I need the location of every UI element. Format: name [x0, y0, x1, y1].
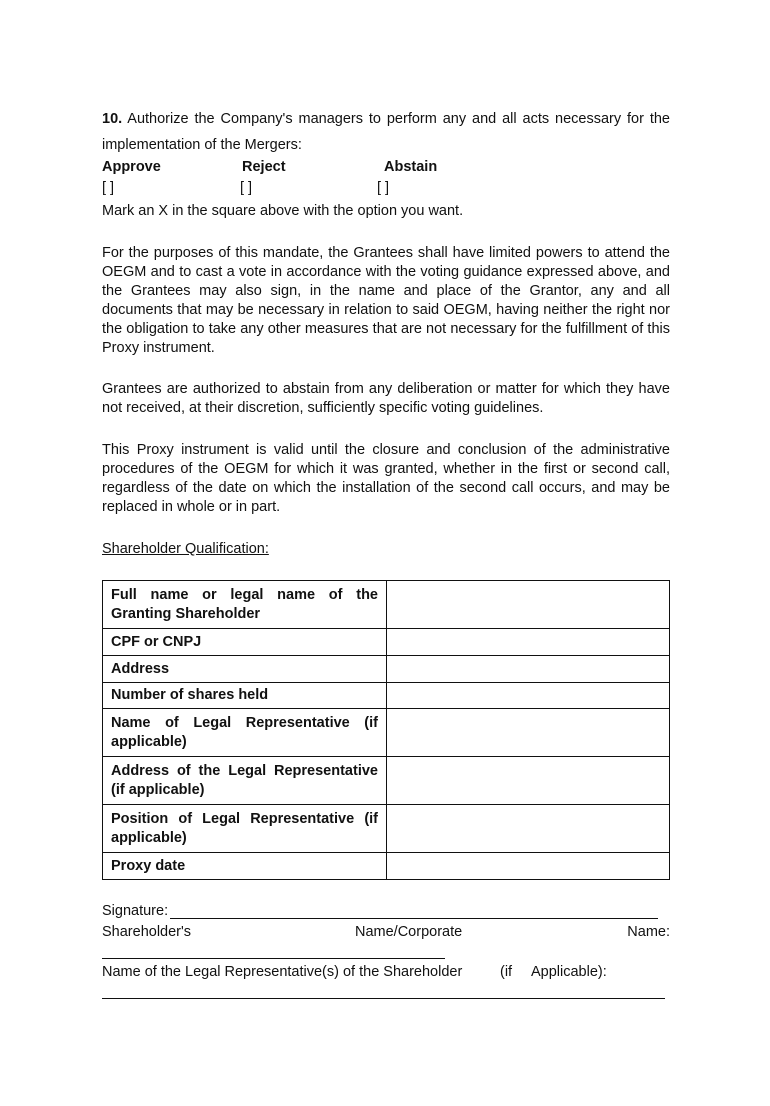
option-reject-label: Reject — [242, 159, 286, 175]
qualification-heading: Shareholder Qualification: — [102, 541, 269, 557]
signature-field[interactable] — [170, 902, 658, 919]
table-row — [103, 709, 670, 757]
legal-rep-address-field[interactable] — [387, 757, 670, 805]
legal-rep-position-field[interactable] — [387, 805, 670, 853]
shareholder-name-field[interactable] — [102, 942, 445, 959]
shareholder-name-line — [102, 923, 670, 943]
item-10 — [102, 106, 670, 158]
table-row — [103, 656, 670, 683]
qualification-table — [102, 580, 670, 880]
paragraph-mandate: For the purposes of this mandate, the Grantees shall have limited powers to attend the OEGM and to cast a vote in accordance with the voting guidance expressed above, and the Grantees may also sign, in the name and place of the Grantor, any and all documents that may be necessary in relation to said OEGM, having neither the right nor the obligation to take any other measures that are not necessary for the fulfillment of this Proxy instrument. — [102, 245, 670, 356]
table-row — [103, 683, 670, 709]
cpf-cnpj-field[interactable] — [387, 629, 670, 656]
table-row — [103, 581, 670, 629]
proxy-date-field[interactable] — [387, 853, 670, 880]
legal-rep-line — [102, 963, 670, 983]
abstain-checkbox[interactable]: [ ] — [377, 180, 390, 196]
signature-label: Signature: — [102, 903, 169, 919]
approve-checkbox[interactable]: [ ] — [102, 180, 115, 196]
row-label: Position of Legal Representative (if applicable) — [103, 805, 387, 853]
vote-checkboxes — [102, 180, 670, 200]
reject-checkbox[interactable]: [ ] — [240, 180, 253, 196]
name-corporate-label: Name/Corporate — [355, 924, 463, 940]
mark-instruction: Mark an X in the square above with the option you want. — [102, 203, 464, 219]
table-row — [103, 757, 670, 805]
table-row — [103, 805, 670, 853]
row-label: Address of the Legal Representative (if applicable) — [103, 757, 387, 805]
vote-options — [102, 159, 670, 179]
shares-held-field[interactable] — [387, 683, 670, 709]
item-number: 10. — [102, 111, 123, 127]
row-label: Name of Legal Representative (if applicable) — [103, 709, 387, 757]
option-abstain-label: Abstain — [384, 159, 438, 175]
applicable-label: Applicable): — [531, 964, 607, 980]
table-row — [103, 629, 670, 656]
table-row — [103, 853, 670, 880]
full-name-field[interactable] — [387, 581, 670, 629]
row-label: Address — [103, 656, 387, 683]
legal-rep-label: Name of the Legal Representative(s) of the Shareholder — [102, 964, 463, 980]
legal-rep-name-field[interactable] — [102, 982, 665, 999]
item-text: Authorize the Company's managers to perform any and all acts necessary for the implementation of the Mergers: — [102, 111, 670, 153]
name-label: Name: — [627, 924, 670, 940]
shareholders-label: Shareholder's — [102, 924, 192, 940]
signature-line — [102, 902, 670, 921]
row-label: Full name or legal name of the Granting Shareholder — [103, 581, 387, 629]
paragraph-abstain: Grantees are authorized to abstain from any deliberation or matter for which they have not received, at their discretion, sufficiently specific voting guidelines. — [102, 381, 670, 416]
legal-rep-name-field[interactable] — [387, 709, 670, 757]
row-label: Number of shares held — [103, 683, 387, 709]
if-label: (if — [500, 964, 513, 980]
option-approve-label: Approve — [102, 159, 161, 175]
row-label: Proxy date — [103, 853, 387, 880]
address-field[interactable] — [387, 656, 670, 683]
row-label: CPF or CNPJ — [103, 629, 387, 656]
paragraph-validity: This Proxy instrument is valid until the closure and conclusion of the administrative procedures of the OEGM for which it was granted, whether in the first or second call, regardless of the date on which the installation of the second call occurs, and may be replaced in whole or in part. — [102, 442, 670, 515]
